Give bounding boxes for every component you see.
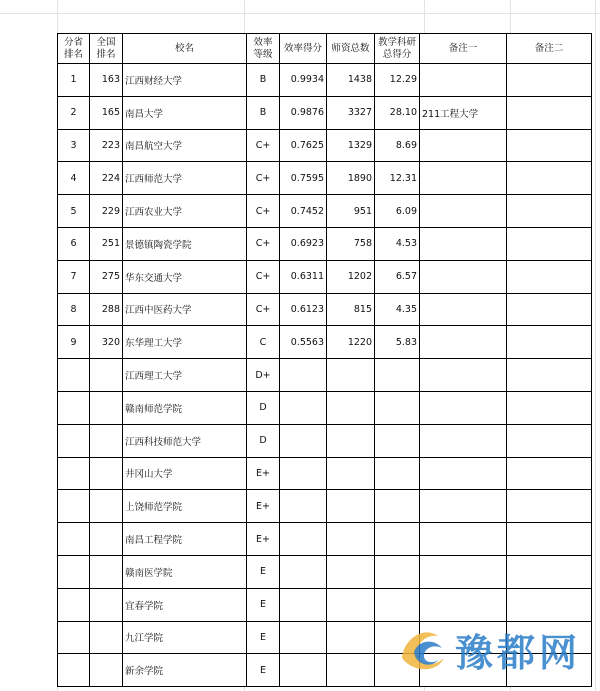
- table-cell: [375, 359, 420, 392]
- table-cell: 0.9876: [280, 96, 327, 129]
- table-cell: 4.53: [375, 227, 420, 260]
- table-cell: [280, 457, 327, 490]
- table-body: [58, 64, 592, 687]
- table-cell: E+: [247, 490, 280, 523]
- table-cell: [327, 621, 375, 654]
- table-cell: 赣南师范学院: [123, 391, 247, 424]
- table-cell: [507, 523, 592, 556]
- table-cell: [375, 391, 420, 424]
- table-cell: 南昌工程学院: [123, 523, 247, 556]
- table-row: [58, 588, 592, 621]
- table-cell: [90, 424, 123, 457]
- table-cell: E+: [247, 457, 280, 490]
- table-cell: D: [247, 391, 280, 424]
- table-cell: 东华理工大学: [123, 326, 247, 359]
- table-cell: [507, 457, 592, 490]
- table-row: [58, 326, 592, 359]
- table-cell: [90, 391, 123, 424]
- table-cell: [420, 588, 507, 621]
- table-cell: [507, 588, 592, 621]
- table-cell: [507, 195, 592, 228]
- table-cell: 8.69: [375, 129, 420, 162]
- table-cell: 163: [90, 64, 123, 97]
- table-cell: [420, 523, 507, 556]
- table-row: [58, 457, 592, 490]
- table-row: [58, 195, 592, 228]
- table-cell: 951: [327, 195, 375, 228]
- table-row: [58, 64, 592, 97]
- table-cell: [420, 555, 507, 588]
- table-cell: E: [247, 555, 280, 588]
- table-cell: 1202: [327, 260, 375, 293]
- table-cell: [420, 227, 507, 260]
- table-cell: [327, 490, 375, 523]
- table-cell: 165: [90, 96, 123, 129]
- table-cell: B: [247, 64, 280, 97]
- table-cell: [90, 457, 123, 490]
- table-cell: 229: [90, 195, 123, 228]
- table-row: [58, 424, 592, 457]
- table-cell: [280, 621, 327, 654]
- table-cell: [327, 457, 375, 490]
- table-cell: [420, 195, 507, 228]
- table-cell: 江西中医药大学: [123, 293, 247, 326]
- header-row: [58, 34, 592, 64]
- table-cell: [420, 293, 507, 326]
- table-cell: [327, 654, 375, 687]
- table-cell: [327, 424, 375, 457]
- column-header: 效率等级: [247, 34, 280, 64]
- table-cell: 8: [58, 293, 90, 326]
- table-cell: 赣南医学院: [123, 555, 247, 588]
- table-cell: [58, 523, 90, 556]
- table-cell: [420, 391, 507, 424]
- table-row: [58, 293, 592, 326]
- table-cell: 12.31: [375, 162, 420, 195]
- column-header: 教学科研总得分: [375, 34, 420, 64]
- table-cell: 0.7595: [280, 162, 327, 195]
- table-cell: [420, 359, 507, 392]
- table-cell: [90, 555, 123, 588]
- table-cell: [58, 457, 90, 490]
- ranking-table: [57, 33, 592, 687]
- table-cell: 0.6923: [280, 227, 327, 260]
- table-cell: D: [247, 424, 280, 457]
- table-cell: [507, 162, 592, 195]
- table-cell: [375, 555, 420, 588]
- table-cell: [507, 64, 592, 97]
- table-row: [58, 523, 592, 556]
- table-cell: [507, 424, 592, 457]
- table-cell: [58, 555, 90, 588]
- table-cell: 5.83: [375, 326, 420, 359]
- table-cell: [507, 129, 592, 162]
- table-cell: 3: [58, 129, 90, 162]
- table-cell: [280, 490, 327, 523]
- table-cell: [90, 359, 123, 392]
- table-cell: 宜春学院: [123, 588, 247, 621]
- table-cell: 上饶师范学院: [123, 490, 247, 523]
- table-cell: [327, 555, 375, 588]
- table-cell: C+: [247, 293, 280, 326]
- table-row: [58, 162, 592, 195]
- table-cell: [58, 588, 90, 621]
- table-cell: C: [247, 326, 280, 359]
- table-cell: 华东交通大学: [123, 260, 247, 293]
- table-row: [58, 96, 592, 129]
- table-cell: 南昌航空大学: [123, 129, 247, 162]
- table-cell: 井冈山大学: [123, 457, 247, 490]
- table-cell: [90, 621, 123, 654]
- table-cell: 28.10: [375, 96, 420, 129]
- table-row: [58, 391, 592, 424]
- table-cell: [507, 555, 592, 588]
- table-row: [58, 260, 592, 293]
- table-cell: 江西农业大学: [123, 195, 247, 228]
- table-cell: [327, 588, 375, 621]
- table-cell: [280, 391, 327, 424]
- table-cell: 江西科技师范大学: [123, 424, 247, 457]
- table-row: [58, 129, 592, 162]
- table-cell: 1438: [327, 64, 375, 97]
- table-cell: C+: [247, 260, 280, 293]
- table-cell: [420, 260, 507, 293]
- table-cell: [58, 424, 90, 457]
- table-cell: 景德镇陶瓷学院: [123, 227, 247, 260]
- table-cell: 0.6123: [280, 293, 327, 326]
- table-cell: [58, 359, 90, 392]
- table-cell: 815: [327, 293, 375, 326]
- table-cell: 南昌大学: [123, 96, 247, 129]
- table-cell: [58, 621, 90, 654]
- column-header: 校名: [123, 34, 247, 64]
- table-cell: [90, 490, 123, 523]
- column-header: 效率得分: [280, 34, 327, 64]
- table-cell: 江西财经大学: [123, 64, 247, 97]
- table-cell: 288: [90, 293, 123, 326]
- table-cell: 224: [90, 162, 123, 195]
- table-cell: E: [247, 621, 280, 654]
- column-header: 备注一: [420, 34, 507, 64]
- table-row: [58, 490, 592, 523]
- table-cell: 6.57: [375, 260, 420, 293]
- table-cell: [58, 490, 90, 523]
- table-cell: [420, 64, 507, 97]
- watermark-text: 豫都网: [455, 631, 582, 675]
- table-cell: 1220: [327, 326, 375, 359]
- table-cell: [375, 490, 420, 523]
- table-cell: [90, 588, 123, 621]
- table-cell: [507, 227, 592, 260]
- table-cell: [280, 359, 327, 392]
- table-cell: 12.29: [375, 64, 420, 97]
- table-cell: D+: [247, 359, 280, 392]
- table-cell: [280, 523, 327, 556]
- table-cell: 0.7625: [280, 129, 327, 162]
- table-cell: [420, 326, 507, 359]
- table-cell: [507, 326, 592, 359]
- table-cell: 211工程大学: [420, 96, 507, 129]
- table-cell: [375, 588, 420, 621]
- table-cell: 5: [58, 195, 90, 228]
- table-cell: 九江学院: [123, 621, 247, 654]
- table-cell: [420, 424, 507, 457]
- table-cell: [280, 424, 327, 457]
- column-header: 师资总数: [327, 34, 375, 64]
- table-cell: E: [247, 588, 280, 621]
- table-cell: 0.5563: [280, 326, 327, 359]
- table-cell: 320: [90, 326, 123, 359]
- table-cell: E+: [247, 523, 280, 556]
- table-cell: 4.35: [375, 293, 420, 326]
- table-cell: 3327: [327, 96, 375, 129]
- table-cell: [420, 129, 507, 162]
- gridline: [0, 13, 600, 14]
- table-cell: C+: [247, 162, 280, 195]
- table-cell: 0.7452: [280, 195, 327, 228]
- table-cell: [375, 457, 420, 490]
- table-cell: C+: [247, 129, 280, 162]
- table-cell: 251: [90, 227, 123, 260]
- table-cell: [507, 96, 592, 129]
- table-cell: [375, 424, 420, 457]
- table-cell: [327, 391, 375, 424]
- table-cell: B: [247, 96, 280, 129]
- table-cell: 1: [58, 64, 90, 97]
- table-cell: [90, 523, 123, 556]
- table-cell: 223: [90, 129, 123, 162]
- gridline: [595, 0, 596, 691]
- table-cell: 2: [58, 96, 90, 129]
- table-cell: 4: [58, 162, 90, 195]
- table-cell: 1890: [327, 162, 375, 195]
- table-cell: 江西师范大学: [123, 162, 247, 195]
- table-cell: [375, 523, 420, 556]
- table-cell: [507, 391, 592, 424]
- table-cell: [280, 654, 327, 687]
- table-cell: 6: [58, 227, 90, 260]
- column-header: 分省排名: [58, 34, 90, 64]
- table-cell: [327, 523, 375, 556]
- table-cell: 1329: [327, 129, 375, 162]
- table-cell: E: [247, 654, 280, 687]
- table-row: [58, 227, 592, 260]
- table-cell: [507, 260, 592, 293]
- table-cell: [420, 162, 507, 195]
- table-row: [58, 555, 592, 588]
- table-cell: C+: [247, 195, 280, 228]
- table-cell: 0.9934: [280, 64, 327, 97]
- table-cell: [280, 588, 327, 621]
- table-cell: [420, 490, 507, 523]
- table-cell: 6.09: [375, 195, 420, 228]
- table-cell: 新余学院: [123, 654, 247, 687]
- table-row: [58, 359, 592, 392]
- table-cell: [507, 293, 592, 326]
- table-cell: [280, 555, 327, 588]
- table-cell: [327, 359, 375, 392]
- table-cell: 0.6311: [280, 260, 327, 293]
- table-cell: [58, 654, 90, 687]
- column-header: 全国排名: [90, 34, 123, 64]
- column-header: 备注二: [507, 34, 592, 64]
- table-cell: [507, 490, 592, 523]
- table-cell: [90, 654, 123, 687]
- table-cell: 758: [327, 227, 375, 260]
- table-cell: 7: [58, 260, 90, 293]
- table-cell: [507, 359, 592, 392]
- table-cell: 275: [90, 260, 123, 293]
- table-cell: 9: [58, 326, 90, 359]
- table-cell: C+: [247, 227, 280, 260]
- table-cell: 江西理工大学: [123, 359, 247, 392]
- table-cell: [58, 391, 90, 424]
- table-cell: [420, 457, 507, 490]
